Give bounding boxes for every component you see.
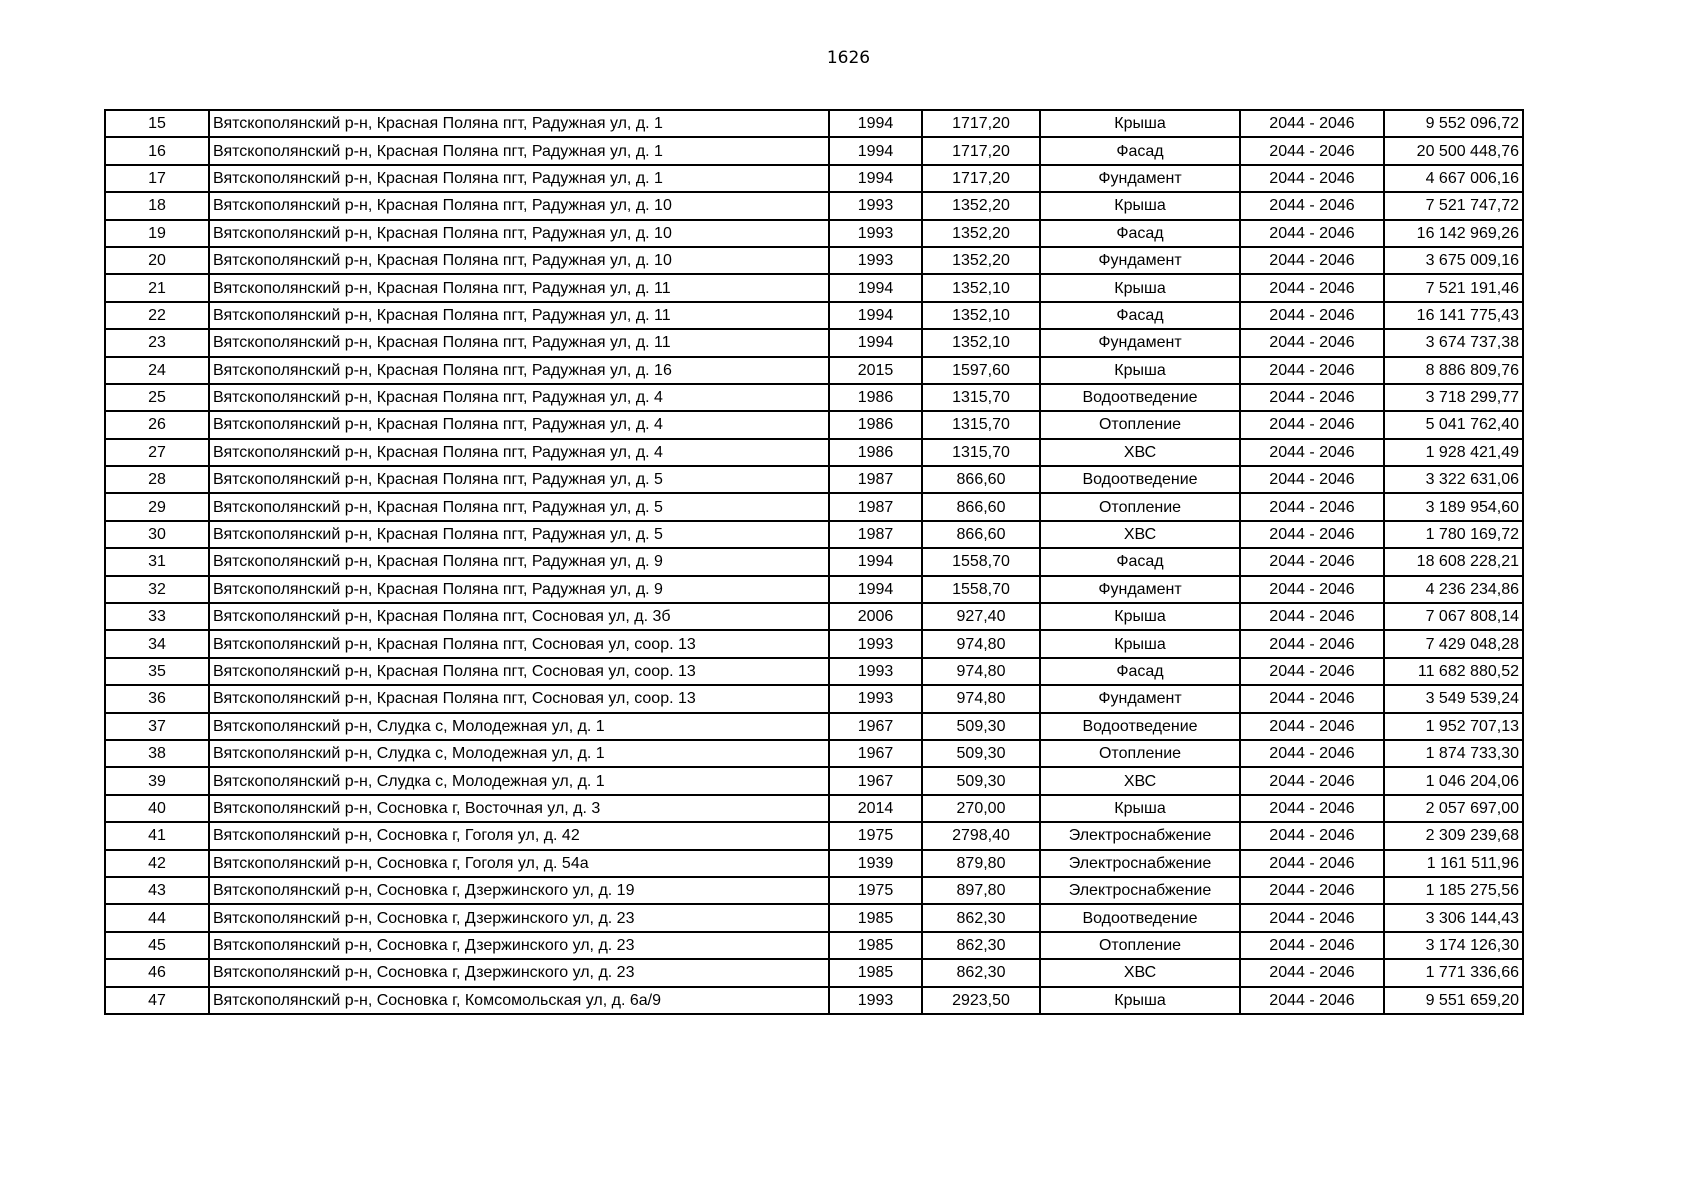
table-row [105, 548, 1523, 575]
year-cell: 1967 [829, 767, 922, 794]
area-cell: 509,30 [922, 713, 1040, 740]
address-cell: Вятскополянский р-н, Сосновка г, Гоголя ул, д. 54а [209, 850, 829, 877]
table-row [105, 904, 1523, 931]
period-cell: 2044 - 2046 [1240, 192, 1384, 219]
period-cell: 2044 - 2046 [1240, 493, 1384, 520]
period-cell: 2044 - 2046 [1240, 302, 1384, 329]
year-cell: 1985 [829, 904, 922, 931]
cost-cell: 4 667 006,16 [1384, 165, 1523, 192]
table-row [105, 658, 1523, 685]
address-cell: Вятскополянский р-н, Красная Поляна пгт, Сосновая ул, соор. 13 [209, 685, 829, 712]
cost-cell: 3 189 954,60 [1384, 493, 1523, 520]
work-type-cell: Электроснабжение [1040, 877, 1240, 904]
table-row [105, 110, 1523, 137]
address-cell: Вятскополянский р-н, Красная Поляна пгт, Радужная ул, д. 11 [209, 302, 829, 329]
table-row [105, 384, 1523, 411]
work-type-cell: Отопление [1040, 932, 1240, 959]
cost-cell: 16 142 969,26 [1384, 220, 1523, 247]
period-cell: 2044 - 2046 [1240, 603, 1384, 630]
address-cell: Вятскополянский р-н, Красная Поляна пгт, Радужная ул, д. 1 [209, 110, 829, 137]
area-cell: 509,30 [922, 740, 1040, 767]
period-cell: 2044 - 2046 [1240, 713, 1384, 740]
year-cell: 1993 [829, 685, 922, 712]
year-cell: 1939 [829, 850, 922, 877]
area-cell: 862,30 [922, 959, 1040, 986]
work-type-cell: ХВС [1040, 521, 1240, 548]
cost-cell: 8 886 809,76 [1384, 357, 1523, 384]
table-row [105, 630, 1523, 657]
row-number: 24 [105, 357, 209, 384]
work-type-cell: Фундамент [1040, 247, 1240, 274]
year-cell: 1967 [829, 713, 922, 740]
period-cell: 2044 - 2046 [1240, 521, 1384, 548]
work-type-cell: Фасад [1040, 548, 1240, 575]
year-cell: 1987 [829, 493, 922, 520]
cost-cell: 1 928 421,49 [1384, 439, 1523, 466]
row-number: 26 [105, 411, 209, 438]
work-type-cell: Водоотведение [1040, 466, 1240, 493]
address-cell: Вятскополянский р-н, Красная Поляна пгт, Сосновая ул, соор. 13 [209, 658, 829, 685]
row-number: 44 [105, 904, 209, 931]
cost-cell: 3 322 631,06 [1384, 466, 1523, 493]
period-cell: 2044 - 2046 [1240, 767, 1384, 794]
row-number: 20 [105, 247, 209, 274]
year-cell: 1993 [829, 247, 922, 274]
area-cell: 974,80 [922, 630, 1040, 657]
year-cell: 1994 [829, 274, 922, 301]
table-row [105, 576, 1523, 603]
row-number: 27 [105, 439, 209, 466]
cost-cell: 1 771 336,66 [1384, 959, 1523, 986]
row-number: 19 [105, 220, 209, 247]
address-cell: Вятскополянский р-н, Красная Поляна пгт, Радужная ул, д. 10 [209, 192, 829, 219]
address-cell: Вятскополянский р-н, Красная Поляна пгт, Радужная ул, д. 5 [209, 466, 829, 493]
row-number: 25 [105, 384, 209, 411]
cost-cell: 1 046 204,06 [1384, 767, 1523, 794]
cost-cell: 18 608 228,21 [1384, 548, 1523, 575]
address-cell: Вятскополянский р-н, Сосновка г, Комсомольская ул, д. 6а/9 [209, 987, 829, 1014]
area-cell: 879,80 [922, 850, 1040, 877]
address-cell: Вятскополянский р-н, Красная Поляна пгт, Радужная ул, д. 9 [209, 548, 829, 575]
table-row [105, 466, 1523, 493]
period-cell: 2044 - 2046 [1240, 110, 1384, 137]
area-cell: 1717,20 [922, 137, 1040, 164]
row-number: 45 [105, 932, 209, 959]
work-type-cell: Фасад [1040, 220, 1240, 247]
table-row [105, 439, 1523, 466]
row-number: 35 [105, 658, 209, 685]
area-cell: 862,30 [922, 904, 1040, 931]
work-type-cell: Водоотведение [1040, 384, 1240, 411]
address-cell: Вятскополянский р-н, Сосновка г, Дзержинского ул, д. 23 [209, 904, 829, 931]
table-row [105, 493, 1523, 520]
table-row [105, 822, 1523, 849]
year-cell: 1987 [829, 521, 922, 548]
cost-cell: 7 521 191,46 [1384, 274, 1523, 301]
year-cell: 1975 [829, 877, 922, 904]
period-cell: 2044 - 2046 [1240, 987, 1384, 1014]
address-cell: Вятскополянский р-н, Красная Поляна пгт, Сосновая ул, соор. 13 [209, 630, 829, 657]
work-type-cell: ХВС [1040, 767, 1240, 794]
page-number: 1626 [826, 48, 871, 68]
row-number: 38 [105, 740, 209, 767]
address-cell: Вятскополянский р-н, Сосновка г, Дзержинского ул, д. 19 [209, 877, 829, 904]
row-number: 41 [105, 822, 209, 849]
area-cell: 866,60 [922, 466, 1040, 493]
address-cell: Вятскополянский р-н, Красная Поляна пгт, Радужная ул, д. 11 [209, 329, 829, 356]
work-type-cell: Фундамент [1040, 685, 1240, 712]
address-cell: Вятскополянский р-н, Красная Поляна пгт, Радужная ул, д. 5 [209, 521, 829, 548]
cost-cell: 3 674 737,38 [1384, 329, 1523, 356]
area-cell: 974,80 [922, 685, 1040, 712]
table-row [105, 603, 1523, 630]
year-cell: 1994 [829, 329, 922, 356]
row-number: 42 [105, 850, 209, 877]
year-cell: 1986 [829, 439, 922, 466]
year-cell: 1994 [829, 576, 922, 603]
cost-cell: 4 236 234,86 [1384, 576, 1523, 603]
work-type-cell: Фасад [1040, 658, 1240, 685]
period-cell: 2044 - 2046 [1240, 795, 1384, 822]
row-number: 16 [105, 137, 209, 164]
cost-cell: 1 161 511,96 [1384, 850, 1523, 877]
row-number: 46 [105, 959, 209, 986]
work-type-cell: Крыша [1040, 630, 1240, 657]
period-cell: 2044 - 2046 [1240, 329, 1384, 356]
year-cell: 2015 [829, 357, 922, 384]
period-cell: 2044 - 2046 [1240, 384, 1384, 411]
area-cell: 862,30 [922, 932, 1040, 959]
work-type-cell: Фасад [1040, 302, 1240, 329]
period-cell: 2044 - 2046 [1240, 850, 1384, 877]
table-row [105, 959, 1523, 986]
period-cell: 2044 - 2046 [1240, 274, 1384, 301]
year-cell: 1993 [829, 987, 922, 1014]
area-cell: 1597,60 [922, 357, 1040, 384]
address-cell: Вятскополянский р-н, Слудка с, Молодежная ул, д. 1 [209, 713, 829, 740]
cost-cell: 1 874 733,30 [1384, 740, 1523, 767]
table-row [105, 329, 1523, 356]
area-cell: 897,80 [922, 877, 1040, 904]
year-cell: 1994 [829, 548, 922, 575]
period-cell: 2044 - 2046 [1240, 165, 1384, 192]
cost-cell: 16 141 775,43 [1384, 302, 1523, 329]
cost-cell: 7 521 747,72 [1384, 192, 1523, 219]
work-type-cell: Отопление [1040, 411, 1240, 438]
area-cell: 1352,20 [922, 247, 1040, 274]
row-number: 32 [105, 576, 209, 603]
year-cell: 1993 [829, 658, 922, 685]
cost-cell: 9 551 659,20 [1384, 987, 1523, 1014]
row-number: 28 [105, 466, 209, 493]
address-cell: Вятскополянский р-н, Красная Поляна пгт, Радужная ул, д. 1 [209, 165, 829, 192]
address-cell: Вятскополянский р-н, Красная Поляна пгт, Радужная ул, д. 4 [209, 384, 829, 411]
row-number: 47 [105, 987, 209, 1014]
period-cell: 2044 - 2046 [1240, 357, 1384, 384]
address-cell: Вятскополянский р-н, Слудка с, Молодежная ул, д. 1 [209, 767, 829, 794]
row-number: 21 [105, 274, 209, 301]
table-row [105, 685, 1523, 712]
cost-cell: 1 780 169,72 [1384, 521, 1523, 548]
row-number: 36 [105, 685, 209, 712]
table-row [105, 877, 1523, 904]
cost-cell: 2 057 697,00 [1384, 795, 1523, 822]
work-type-cell: Электроснабжение [1040, 850, 1240, 877]
period-cell: 2044 - 2046 [1240, 932, 1384, 959]
period-cell: 2044 - 2046 [1240, 576, 1384, 603]
period-cell: 2044 - 2046 [1240, 685, 1384, 712]
address-cell: Вятскополянский р-н, Красная Поляна пгт, Радужная ул, д. 10 [209, 247, 829, 274]
area-cell: 1352,10 [922, 302, 1040, 329]
cost-cell: 3 174 126,30 [1384, 932, 1523, 959]
row-number: 30 [105, 521, 209, 548]
cost-cell: 3 718 299,77 [1384, 384, 1523, 411]
cost-cell: 1 952 707,13 [1384, 713, 1523, 740]
table-row [105, 274, 1523, 301]
address-cell: Вятскополянский р-н, Красная Поляна пгт, Радужная ул, д. 1 [209, 137, 829, 164]
row-number: 22 [105, 302, 209, 329]
table-row [105, 795, 1523, 822]
area-cell: 509,30 [922, 767, 1040, 794]
period-cell: 2044 - 2046 [1240, 247, 1384, 274]
work-type-cell: Крыша [1040, 603, 1240, 630]
address-cell: Вятскополянский р-н, Сосновка г, Гоголя ул, д. 42 [209, 822, 829, 849]
year-cell: 1967 [829, 740, 922, 767]
period-cell: 2044 - 2046 [1240, 877, 1384, 904]
year-cell: 1994 [829, 137, 922, 164]
work-type-cell: Отопление [1040, 493, 1240, 520]
area-cell: 1717,20 [922, 165, 1040, 192]
work-type-cell: Водоотведение [1040, 713, 1240, 740]
cost-cell: 7 429 048,28 [1384, 630, 1523, 657]
work-type-cell: Фундамент [1040, 329, 1240, 356]
area-cell: 270,00 [922, 795, 1040, 822]
row-number: 33 [105, 603, 209, 630]
row-number: 43 [105, 877, 209, 904]
year-cell: 1986 [829, 384, 922, 411]
area-cell: 866,60 [922, 493, 1040, 520]
table-row [105, 165, 1523, 192]
row-number: 29 [105, 493, 209, 520]
area-cell: 1352,10 [922, 329, 1040, 356]
table-row [105, 932, 1523, 959]
work-type-cell: Водоотведение [1040, 904, 1240, 931]
row-number: 40 [105, 795, 209, 822]
period-cell: 2044 - 2046 [1240, 548, 1384, 575]
address-cell: Вятскополянский р-н, Красная Поляна пгт, Радужная ул, д. 4 [209, 439, 829, 466]
period-cell: 2044 - 2046 [1240, 137, 1384, 164]
work-type-cell: Крыша [1040, 987, 1240, 1014]
work-type-cell: Крыша [1040, 795, 1240, 822]
period-cell: 2044 - 2046 [1240, 220, 1384, 247]
row-number: 31 [105, 548, 209, 575]
work-type-cell: Отопление [1040, 740, 1240, 767]
address-cell: Вятскополянский р-н, Сосновка г, Дзержинского ул, д. 23 [209, 932, 829, 959]
year-cell: 1986 [829, 411, 922, 438]
address-cell: Вятскополянский р-н, Красная Поляна пгт, Радужная ул, д. 4 [209, 411, 829, 438]
year-cell: 1993 [829, 220, 922, 247]
table-row [105, 192, 1523, 219]
address-cell: Вятскополянский р-н, Красная Поляна пгт, Радужная ул, д. 9 [209, 576, 829, 603]
year-cell: 1993 [829, 630, 922, 657]
period-cell: 2044 - 2046 [1240, 740, 1384, 767]
registry-table [104, 109, 1524, 1015]
row-number: 17 [105, 165, 209, 192]
address-cell: Вятскополянский р-н, Красная Поляна пгт, Радужная ул, д. 5 [209, 493, 829, 520]
table-row [105, 850, 1523, 877]
area-cell: 1352,20 [922, 192, 1040, 219]
area-cell: 974,80 [922, 658, 1040, 685]
cost-cell: 3 549 539,24 [1384, 685, 1523, 712]
year-cell: 2006 [829, 603, 922, 630]
year-cell: 1985 [829, 932, 922, 959]
year-cell: 1994 [829, 165, 922, 192]
area-cell: 1352,10 [922, 274, 1040, 301]
work-type-cell: Фундамент [1040, 576, 1240, 603]
cost-cell: 2 309 239,68 [1384, 822, 1523, 849]
period-cell: 2044 - 2046 [1240, 466, 1384, 493]
address-cell: Вятскополянский р-н, Красная Поляна пгт, Радужная ул, д. 16 [209, 357, 829, 384]
area-cell: 1315,70 [922, 439, 1040, 466]
table-row [105, 411, 1523, 438]
row-number: 39 [105, 767, 209, 794]
period-cell: 2044 - 2046 [1240, 822, 1384, 849]
work-type-cell: Фасад [1040, 137, 1240, 164]
row-number: 34 [105, 630, 209, 657]
row-number: 37 [105, 713, 209, 740]
table-row [105, 521, 1523, 548]
period-cell: 2044 - 2046 [1240, 904, 1384, 931]
area-cell: 866,60 [922, 521, 1040, 548]
year-cell: 1975 [829, 822, 922, 849]
year-cell: 2014 [829, 795, 922, 822]
period-cell: 2044 - 2046 [1240, 630, 1384, 657]
work-type-cell: Крыша [1040, 357, 1240, 384]
address-cell: Вятскополянский р-н, Слудка с, Молодежная ул, д. 1 [209, 740, 829, 767]
address-cell: Вятскополянский р-н, Красная Поляна пгт, Радужная ул, д. 10 [209, 220, 829, 247]
table-row [105, 220, 1523, 247]
table-row [105, 247, 1523, 274]
area-cell: 1315,70 [922, 384, 1040, 411]
area-cell: 1558,70 [922, 576, 1040, 603]
year-cell: 1985 [829, 959, 922, 986]
table-row [105, 740, 1523, 767]
period-cell: 2044 - 2046 [1240, 411, 1384, 438]
cost-cell: 1 185 275,56 [1384, 877, 1523, 904]
area-cell: 1315,70 [922, 411, 1040, 438]
period-cell: 2044 - 2046 [1240, 959, 1384, 986]
area-cell: 2923,50 [922, 987, 1040, 1014]
table-row [105, 987, 1523, 1014]
address-cell: Вятскополянский р-н, Красная Поляна пгт, Сосновая ул, д. 3б [209, 603, 829, 630]
area-cell: 2798,40 [922, 822, 1040, 849]
area-cell: 1717,20 [922, 110, 1040, 137]
work-type-cell: Электроснабжение [1040, 822, 1240, 849]
work-type-cell: ХВС [1040, 439, 1240, 466]
table-row [105, 713, 1523, 740]
cost-cell: 11 682 880,52 [1384, 658, 1523, 685]
cost-cell: 9 552 096,72 [1384, 110, 1523, 137]
cost-cell: 20 500 448,76 [1384, 137, 1523, 164]
row-number: 18 [105, 192, 209, 219]
year-cell: 1993 [829, 192, 922, 219]
year-cell: 1994 [829, 110, 922, 137]
work-type-cell: Фундамент [1040, 165, 1240, 192]
address-cell: Вятскополянский р-н, Красная Поляна пгт, Радужная ул, д. 11 [209, 274, 829, 301]
work-type-cell: Крыша [1040, 192, 1240, 219]
area-cell: 1558,70 [922, 548, 1040, 575]
work-type-cell: Крыша [1040, 110, 1240, 137]
work-type-cell: ХВС [1040, 959, 1240, 986]
period-cell: 2044 - 2046 [1240, 658, 1384, 685]
area-cell: 927,40 [922, 603, 1040, 630]
cost-cell: 7 067 808,14 [1384, 603, 1523, 630]
cost-cell: 3 306 144,43 [1384, 904, 1523, 931]
cost-cell: 5 041 762,40 [1384, 411, 1523, 438]
table-row [105, 137, 1523, 164]
table-row [105, 302, 1523, 329]
table-row [105, 357, 1523, 384]
table-row [105, 767, 1523, 794]
work-type-cell: Крыша [1040, 274, 1240, 301]
area-cell: 1352,20 [922, 220, 1040, 247]
cost-cell: 3 675 009,16 [1384, 247, 1523, 274]
period-cell: 2044 - 2046 [1240, 439, 1384, 466]
row-number: 15 [105, 110, 209, 137]
address-cell: Вятскополянский р-н, Сосновка г, Дзержинского ул, д. 23 [209, 959, 829, 986]
table-body [105, 110, 1523, 1014]
address-cell: Вятскополянский р-н, Сосновка г, Восточная ул, д. 3 [209, 795, 829, 822]
year-cell: 1994 [829, 302, 922, 329]
row-number: 23 [105, 329, 209, 356]
year-cell: 1987 [829, 466, 922, 493]
